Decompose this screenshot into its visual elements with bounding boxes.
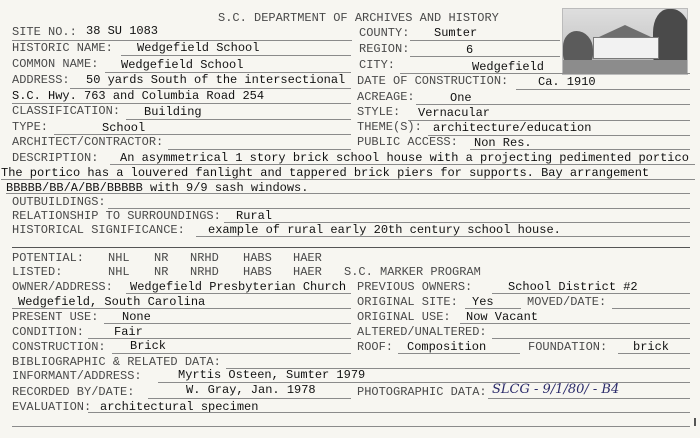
previous-owners-value: School District #2	[508, 280, 638, 294]
informant-value: Myrtis Osteen, Sumter 1979	[178, 368, 366, 382]
rule	[516, 89, 690, 90]
rule	[168, 149, 351, 150]
region-label: REGION:	[359, 42, 410, 56]
relationship-value: Rural	[236, 209, 273, 223]
original-use-label: ORIGINAL USE:	[357, 310, 451, 324]
address-label: ADDRESS:	[12, 73, 70, 87]
recorded-value: W. Gray, Jan. 1978	[186, 383, 316, 397]
type-value: School	[102, 121, 146, 135]
outbuildings-label: OUTBUILDINGS:	[12, 195, 106, 209]
listed-option-haer: HAER	[293, 265, 322, 279]
common-name-label: COMMON NAME:	[12, 57, 99, 71]
listed-option-habs: HABS	[243, 265, 272, 279]
address-line1: 50 yards South of the intersectional	[86, 73, 346, 87]
rule	[148, 398, 351, 399]
rule	[618, 353, 690, 354]
owner-line2: Wedgefield, South Carolina	[18, 295, 206, 309]
potential-option-haer: HAER	[293, 251, 322, 265]
rule	[410, 56, 560, 57]
bibliographic-label: BIBLIOGRAPHIC & RELATED DATA:	[12, 355, 221, 369]
original-site-label: ORIGINAL SITE:	[357, 295, 458, 309]
present-use-value: None	[122, 310, 151, 324]
significance-label: HISTORICAL SIGNIFICANCE:	[12, 223, 185, 237]
potential-option-nrhd: NRHD	[190, 251, 219, 265]
potential-option-habs: HABS	[243, 251, 272, 265]
rule	[112, 353, 351, 354]
rule	[398, 353, 520, 354]
rule	[126, 293, 351, 294]
foundation-label: FOUNDATION:	[528, 340, 608, 354]
rule	[1, 179, 695, 180]
photographic-value: SLCG - 9/1/80/ - B4	[492, 382, 620, 397]
previous-owners-label: PREVIOUS OWNERS:	[357, 280, 473, 294]
rule	[410, 40, 560, 41]
acreage-label: ACREAGE:	[357, 90, 415, 104]
photographic-label: PHOTOGRAPHIC DATA:	[357, 385, 487, 399]
rule	[110, 164, 695, 165]
public-access-value: Non Res.	[474, 136, 532, 150]
roof-label: ROOF:	[357, 340, 394, 354]
rule	[121, 55, 351, 56]
rule	[488, 398, 690, 399]
relationship-label: RELATIONSHIP TO SURROUNDINGS:	[12, 209, 221, 223]
rule	[12, 308, 351, 309]
owner-label: OWNER/ADDRESS:	[12, 280, 113, 294]
rule	[126, 119, 351, 120]
style-value: Vernacular	[418, 106, 491, 120]
roof-shape	[599, 25, 651, 37]
original-use-value: Now Vacant	[466, 310, 539, 324]
roof-value: Composition	[407, 340, 487, 354]
house-shape	[593, 37, 659, 59]
type-label: TYPE:	[12, 120, 49, 134]
rule	[12, 426, 690, 427]
region-value: 6	[466, 43, 474, 57]
description-line1: An asymmetrical 1 story brick school house with a projecting pedimented portico	[120, 151, 689, 165]
owner-line1: Wedgefield Presbyterian Church	[130, 280, 347, 294]
rule	[88, 412, 690, 413]
style-label: STYLE:	[357, 105, 401, 119]
foundation-value: brick	[633, 340, 670, 354]
ground-shape	[563, 60, 687, 74]
rule	[416, 104, 690, 105]
theme-label: THEME(S):	[357, 120, 422, 134]
site-no-label: SITE NO.:	[12, 25, 77, 39]
moved-date-label: MOVED/DATE:	[527, 295, 607, 309]
classification-value: Building	[144, 105, 202, 119]
rule	[492, 293, 690, 294]
county-value: Sumter	[434, 26, 478, 40]
date-label: DATE OF CONSTRUCTION:	[357, 74, 509, 88]
description-line3: BBBBB/BB/A/BB/BBBBB with 9/9 sash windows.	[6, 181, 309, 195]
rule	[612, 308, 690, 309]
common-name-value: Wedgefield School	[121, 58, 244, 72]
rule	[196, 236, 690, 237]
building-photo	[562, 8, 688, 75]
county-label: COUNTY:	[359, 26, 410, 40]
listed-option-nrhd: NRHD	[190, 265, 219, 279]
marker-program-label: S.C. MARKER PROGRAM	[344, 265, 481, 279]
rule	[460, 323, 690, 324]
construction-label: CONSTRUCTION:	[12, 340, 106, 354]
informant-label: INFORMANT/ADDRESS:	[12, 369, 142, 383]
potential-option-nhl: NHL	[108, 251, 130, 265]
historic-name-value: Wedgefield School	[137, 41, 260, 55]
construction-value: Brick	[130, 339, 167, 353]
rule	[88, 338, 351, 339]
listed-option-nhl: NHL	[108, 265, 130, 279]
public-access-label: PUBLIC ACCESS:	[357, 135, 458, 149]
historic-name-label: HISTORIC NAME:	[12, 41, 113, 55]
department-heading: S.C. DEPARTMENT OF ARCHIVES AND HISTORY	[218, 11, 499, 25]
listed-option-nr: NR	[154, 265, 169, 279]
original-site-value: Yes	[472, 295, 494, 309]
altered-label: ALTERED/UNALTERED:	[357, 325, 487, 339]
date-value: Ca. 1910	[538, 75, 596, 89]
acreage-value: One	[450, 91, 472, 105]
city-label: CITY:	[359, 58, 396, 72]
potential-option-nr: NR	[154, 251, 169, 265]
rule	[465, 308, 521, 309]
architect-label: ARCHITECT/CONTRACTOR:	[12, 135, 164, 149]
theme-value: architecture/education	[433, 121, 592, 135]
description-line2: The portico has a louvered fanlight and tappered brick piers for supports. Bay arrangement	[1, 166, 650, 180]
classification-label: CLASSIFICATION:	[12, 104, 121, 118]
edge-mark	[694, 418, 696, 426]
description-label: DESCRIPTION:	[12, 151, 99, 165]
condition-value: Fair	[114, 325, 143, 339]
listed-label: LISTED:	[12, 265, 63, 279]
recorded-label: RECORDED BY/DATE:	[12, 385, 135, 399]
rule	[6, 193, 690, 194]
rule	[470, 149, 690, 150]
condition-label: CONDITION:	[12, 325, 85, 339]
significance-value: example of rural early 20th century school house.	[208, 223, 561, 237]
evaluation-label: EVALUATION:	[12, 400, 92, 414]
address-line2: S.C. Hwy. 763 and Columbia Road 254	[12, 89, 265, 103]
rule	[492, 338, 690, 339]
section-divider	[12, 247, 690, 248]
rule	[428, 135, 690, 136]
site-no-value: 38 SU 1083	[86, 24, 159, 38]
rule	[104, 323, 351, 324]
potential-label: POTENTIAL:	[12, 251, 85, 265]
evaluation-value: architectural specimen	[100, 400, 259, 414]
city-value: Wedgefield	[472, 60, 545, 74]
present-use-label: PRESENT USE:	[12, 310, 99, 324]
